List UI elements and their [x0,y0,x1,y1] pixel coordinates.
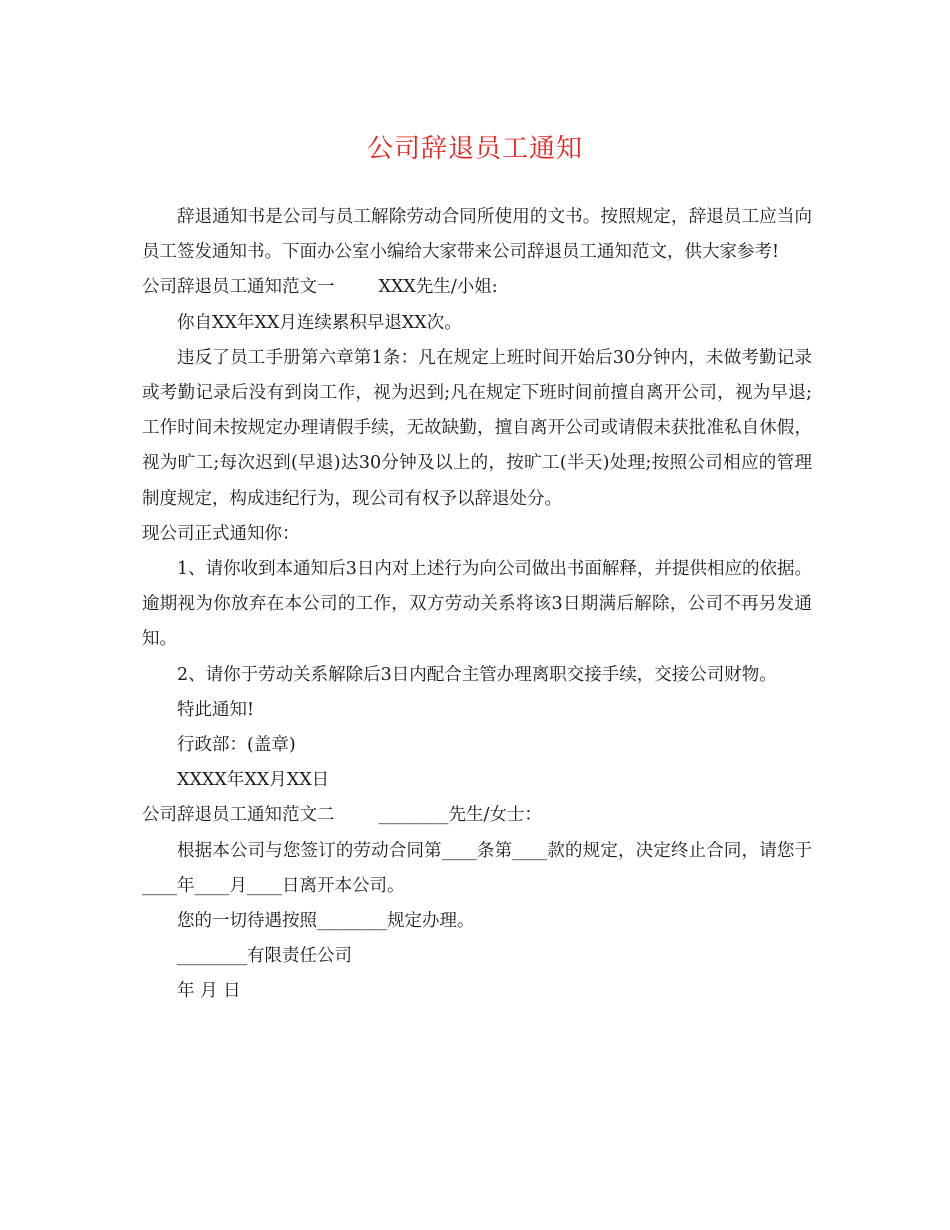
sample1-department: 行政部：(盖章) [177,735,296,756]
document-body [142,200,812,1010]
sample1-item-2: 2、请你于劳动关系解除后3日内配合主管办理离职交接手续，交接公司财物。 [177,664,777,685]
sample1-paragraph-1: 你自XX年XX月连续累积早退XX次。 [177,312,462,333]
sample1-closing: 特此通知! [177,699,255,720]
sample1-heading-line [142,270,812,305]
sample2-paragraph-2: 您的一切待遇按照________规定办理。 [177,911,475,932]
sample2-date: 年 月 日 [177,981,241,1002]
intro-paragraph: 辞退通知书是公司与员工解除劳动合同所使用的文书。按照规定，辞退员工应当向员工签发通知书。下面办公室小编给大家带来公司辞退员工通知范文，供大家参考! [142,207,812,263]
sample1-date: XXXX年XX月XX日 [177,770,330,791]
document-title: 公司辞退员工通知 [366,134,583,164]
sample2-salutation: ________先生/女士： [378,805,542,826]
sample2-company: ________有限责任公司 [177,946,352,967]
sample1-heading: 公司辞退员工通知范文一 [142,277,335,298]
sample2-paragraph-1: 根据本公司与您签订的劳动合同第____条第____款的规定，决定终止合同，请您于____年____月____日离开本公司。 [142,840,812,896]
sample1-item-1: 1、请你收到本通知后3日内对上述行为向公司做出书面解释，并提供相应的依据。逾期视为你放弃在本公司的工作，双方劳动关系将该3日期满后解除，公司不再另发通知。 [142,559,812,650]
sample1-paragraph-2: 违反了员工手册第六章第1条：凡在规定上班时间开始后30分钟内，未做考勤记录或考勤记录后没有到岗工作，视为迟到;凡在规定下班时间前擅自离开公司，视为早退;工作时间未按规定办理请假手续，无故缺勤，擅自离开公司或请假未获批准私自休假，视为旷工;每次迟到(早退)达30分钟及以上的，按旷工(半天)处理;按照公司相应的管理制度规定，构成违纪行为，现公司有权予以辞退处分。 [142,347,812,509]
sample1-paragraph-3: 现公司正式通知你： [142,523,300,544]
sample2-heading-line [142,798,812,833]
sample1-salutation: XXX先生/小姐: [378,277,498,298]
sample2-heading: 公司辞退员工通知范文二 [142,805,335,826]
